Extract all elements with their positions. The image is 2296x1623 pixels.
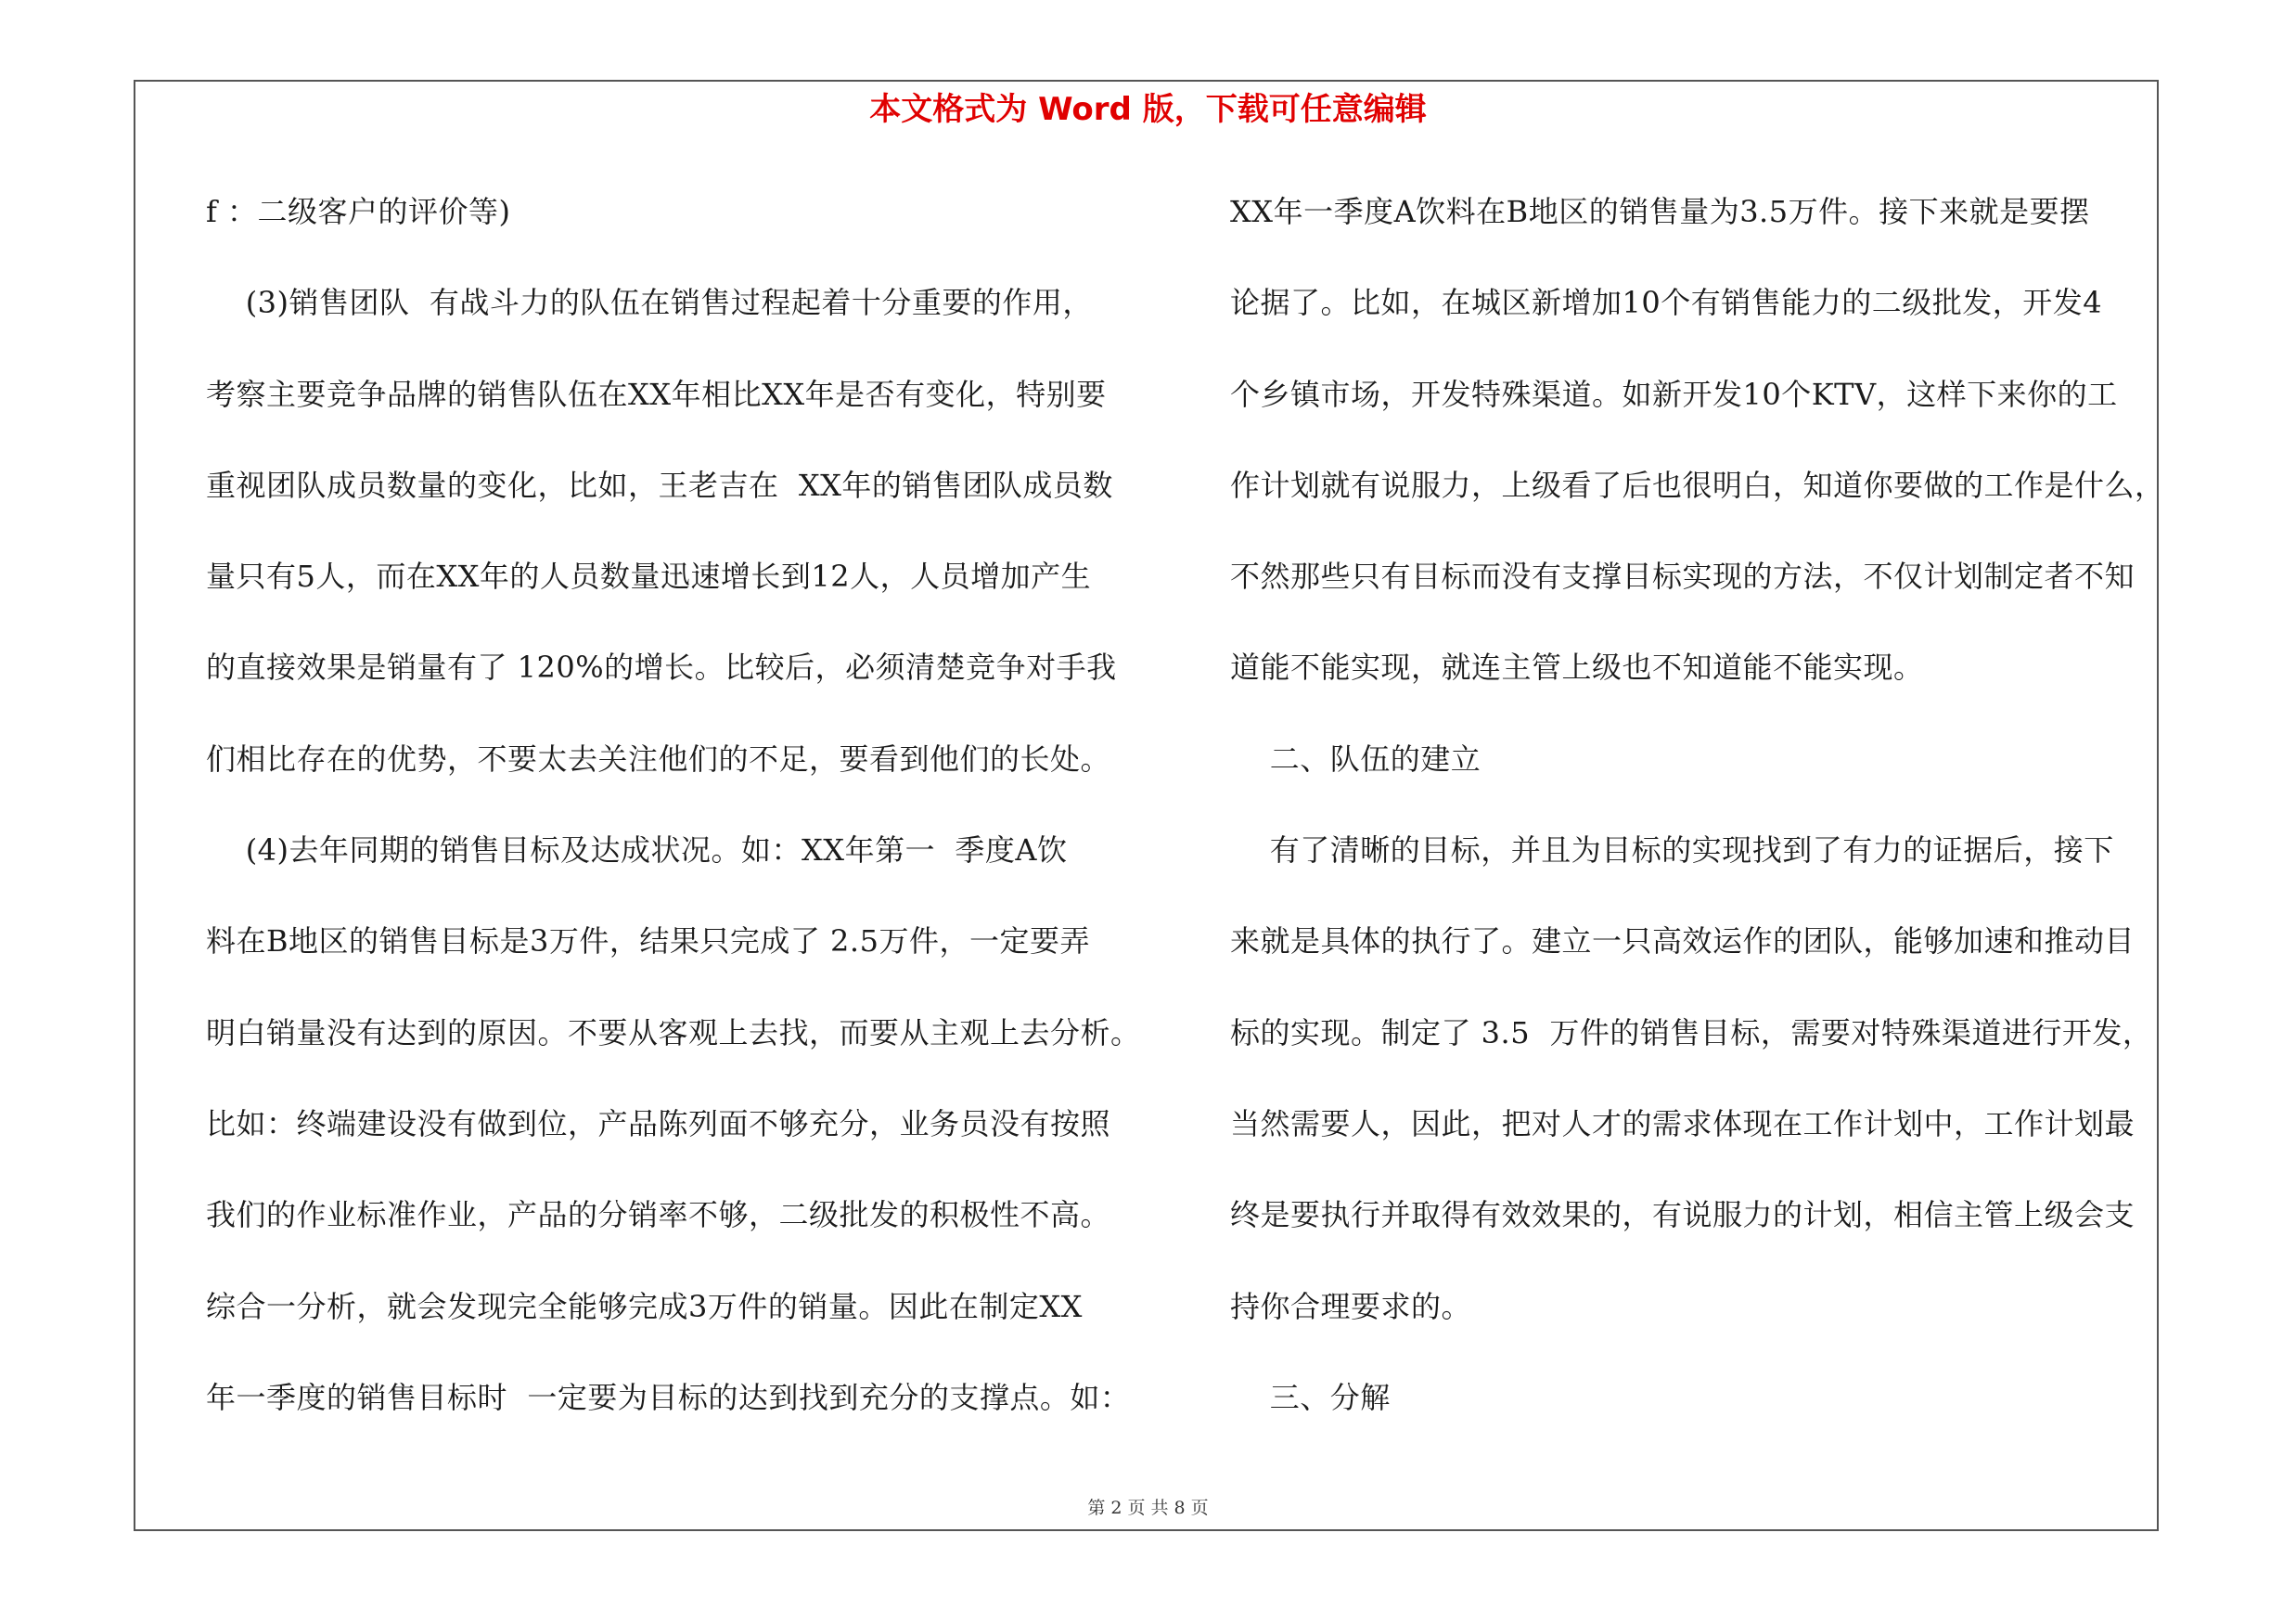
body-text-line: 我们的作业标准作业，产品的分销率不够，二级批发的积极性不高。 <box>206 1197 1111 1233</box>
body-text-line: 比如：终端建设没有做到位，产品陈列面不够充分，业务员没有按照 <box>206 1105 1111 1141</box>
body-text-line: 有了清晰的目标，并且为目标的实现找到了有力的证据后，接下 <box>1230 832 2114 869</box>
body-text-line: 料在B地区的销售目标是3万件，结果只完成了 2.5万件，一定要弄 <box>206 923 1090 960</box>
body-text-line: 的直接效果是销量有了 120%的增长。比较后，必须清楚竞争对手我 <box>206 650 1117 686</box>
body-text-line: 标的实现。制定了 3.5 万件的销售目标，需要对特殊渠道进行开发， <box>1230 1014 2153 1050</box>
body-text-line: XX年一季度A饮料在B地区的销售量为3.5万件。接下来就是要摆 <box>1230 194 2090 229</box>
page-number-footer: 第 2 页 共 8 页 <box>1087 1498 1209 1518</box>
body-text-line: 当然需要人，因此，把对人才的需求体现在工作计划中，工作计划最 <box>1230 1105 2136 1141</box>
body-text-line: 综合一分析，就会发现完全能够完成3万件的销量。因此在制定XX <box>206 1288 1083 1324</box>
body-text-line: (4)去年同期的销售目标及达成状况。如：XX年第一 季度A饮 <box>206 832 1068 869</box>
body-text-line: 终是要执行并取得有效效果的，有说服力的计划，相信主管上级会支 <box>1230 1197 2136 1233</box>
body-text-line: 个乡镇市场，开发特殊渠道。如新开发10个KTV，这样下来你的工 <box>1230 376 2118 412</box>
body-text-line: 重视团队成员数量的变化，比如，王老吉在 XX年的销售团队成员数 <box>206 467 1113 503</box>
body-text-line: 明白销量没有达到的原因。不要从客观上去找，而要从主观上去分析。 <box>206 1014 1141 1050</box>
body-text-line: 考察主要竞争品牌的销售队伍在XX年相比XX年是否有变化，特别要 <box>206 376 1107 412</box>
right-column <box>1230 187 2165 1464</box>
section-heading: 三、分解 <box>1230 1379 1391 1415</box>
body-text-line: 论据了。比如，在城区新增加10个有销售能力的二级批发，开发4 <box>1230 285 2103 321</box>
body-text-line: 道能不能实现，就连主管上级也不知道能不能实现。 <box>1230 650 1924 686</box>
body-text-line: 作计划就有说服力，上级看了后也很明白，知道你要做的工作是什么， <box>1230 467 2165 503</box>
body-text-line: f ：二级客户的评价等) <box>206 194 511 229</box>
body-text-line: 来就是具体的执行了。建立一只高效运作的团队，能够加速和推动目 <box>1230 923 2136 960</box>
body-text-line: 持你合理要求的。 <box>1230 1288 1472 1324</box>
body-text-line: 们相比存在的优势，不要太去关注他们的不足，要看到他们的长处。 <box>206 741 1111 777</box>
body-text-line: 量只有5人，而在XX年的人员数量迅速增长到12人，人员增加产生 <box>206 559 1092 595</box>
body-text-line: 不然那些只有目标而没有支撑目标实现的方法，不仅计划制定者不知 <box>1230 559 2136 595</box>
left-column <box>206 187 1141 1464</box>
body-text-line: (3)销售团队 有战斗力的队伍在销售过程起着十分重要的作用， <box>206 285 1093 321</box>
body-text-line: 年一季度的销售目标时 一定要为目标的达到找到充分的支撑点。如： <box>206 1379 1131 1415</box>
section-heading: 二、队伍的建立 <box>1230 741 1481 777</box>
word-format-banner: 本文格式为 Word 版，下载可任意编辑 <box>869 91 1427 128</box>
